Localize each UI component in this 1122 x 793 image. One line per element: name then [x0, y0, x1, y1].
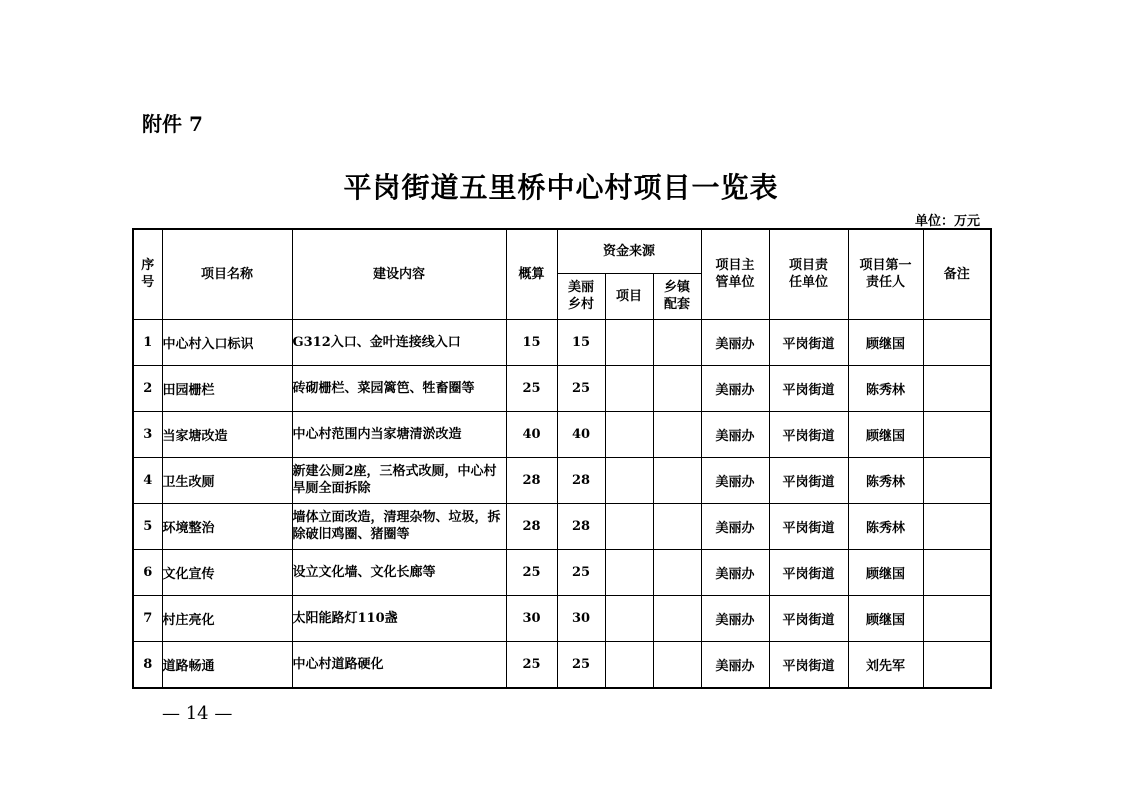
cell-remark: [923, 319, 991, 365]
header-budget: 概算: [506, 229, 557, 319]
cell-remark: [923, 641, 991, 688]
cell-seq: 4: [133, 457, 162, 503]
cell-fund-xiangzhen: [653, 641, 701, 688]
cell-fund-meili: 25: [557, 641, 605, 688]
header-resp-unit: 项目责 任单位: [769, 229, 848, 319]
cell-resp-person: 陈秀林: [848, 365, 923, 411]
cell-content: 砖砌栅栏、菜园篱笆、牲畜圈等: [292, 365, 506, 411]
cell-fund-xiangmu: [605, 503, 653, 549]
cell-seq: 1: [133, 319, 162, 365]
cell-budget: 25: [506, 641, 557, 688]
cell-dept: 美丽办: [701, 365, 769, 411]
cell-seq: 8: [133, 641, 162, 688]
cell-seq: 7: [133, 595, 162, 641]
cell-remark: [923, 595, 991, 641]
cell-content: 中心村道路硬化: [292, 641, 506, 688]
cell-fund-meili: 28: [557, 503, 605, 549]
cell-budget: 40: [506, 411, 557, 457]
cell-resp-person: 刘先军: [848, 641, 923, 688]
header-remark: 备注: [923, 229, 991, 319]
cell-budget: 25: [506, 549, 557, 595]
cell-budget: 28: [506, 503, 557, 549]
cell-fund-xiangzhen: [653, 549, 701, 595]
cell-fund-xiangmu: [605, 595, 653, 641]
cell-name: 卫生改厕: [162, 457, 292, 503]
cell-fund-xiangzhen: [653, 503, 701, 549]
cell-dept: 美丽办: [701, 503, 769, 549]
cell-seq: 3: [133, 411, 162, 457]
cell-dept: 美丽办: [701, 319, 769, 365]
cell-budget: 15: [506, 319, 557, 365]
cell-resp-unit: 平岗街道: [769, 549, 848, 595]
cell-dept: 美丽办: [701, 549, 769, 595]
cell-resp-person: 顾继国: [848, 549, 923, 595]
table-row: [133, 457, 991, 503]
cell-fund-xiangzhen: [653, 457, 701, 503]
table-row: [133, 411, 991, 457]
cell-resp-unit: 平岗街道: [769, 641, 848, 688]
header-dept: 项目主 管单位: [701, 229, 769, 319]
header-fund-xiangmu: 项目: [605, 273, 653, 319]
cell-content: G312入口、金叶连接线入口: [292, 319, 506, 365]
cell-name: 道路畅通: [162, 641, 292, 688]
cell-remark: [923, 365, 991, 411]
cell-seq: 2: [133, 365, 162, 411]
cell-seq: 6: [133, 549, 162, 595]
header-content: 建设内容: [292, 229, 506, 319]
cell-resp-unit: 平岗街道: [769, 411, 848, 457]
cell-seq: 5: [133, 503, 162, 549]
cell-resp-person: 顾继国: [848, 595, 923, 641]
cell-fund-meili: 30: [557, 595, 605, 641]
cell-budget: 28: [506, 457, 557, 503]
cell-dept: 美丽办: [701, 411, 769, 457]
cell-remark: [923, 503, 991, 549]
cell-remark: [923, 549, 991, 595]
cell-fund-xiangmu: [605, 641, 653, 688]
project-table: [132, 228, 992, 689]
table-row: [133, 503, 991, 549]
table-row: [133, 595, 991, 641]
header-seq: 序 号: [133, 229, 162, 319]
cell-fund-xiangmu: [605, 319, 653, 365]
cell-content: 太阳能路灯110盏: [292, 595, 506, 641]
cell-fund-xiangzhen: [653, 319, 701, 365]
cell-fund-xiangmu: [605, 457, 653, 503]
cell-name: 环境整治: [162, 503, 292, 549]
header-name: 项目名称: [162, 229, 292, 319]
page-number: — 14 —: [162, 703, 233, 724]
header-resp-person: 项目第一 责任人: [848, 229, 923, 319]
table-row: [133, 549, 991, 595]
cell-dept: 美丽办: [701, 457, 769, 503]
cell-fund-meili: 25: [557, 365, 605, 411]
cell-resp-unit: 平岗街道: [769, 595, 848, 641]
cell-fund-xiangzhen: [653, 411, 701, 457]
cell-fund-meili: 40: [557, 411, 605, 457]
cell-remark: [923, 411, 991, 457]
cell-budget: 25: [506, 365, 557, 411]
cell-fund-xiangmu: [605, 365, 653, 411]
cell-content: 新建公厕2座，三格式改厕，中心村旱厕全面拆除: [292, 457, 506, 503]
cell-resp-unit: 平岗街道: [769, 457, 848, 503]
table-row: [133, 319, 991, 365]
cell-dept: 美丽办: [701, 641, 769, 688]
cell-fund-xiangmu: [605, 549, 653, 595]
cell-dept: 美丽办: [701, 595, 769, 641]
header-fund-meili: 美丽 乡村: [557, 273, 605, 319]
unit-label: 单位：万元: [914, 214, 980, 229]
cell-resp-person: 顾继国: [848, 411, 923, 457]
cell-resp-unit: 平岗街道: [769, 319, 848, 365]
cell-name: 当家塘改造: [162, 411, 292, 457]
cell-fund-xiangmu: [605, 411, 653, 457]
cell-fund-meili: 15: [557, 319, 605, 365]
cell-resp-unit: 平岗街道: [769, 365, 848, 411]
cell-fund-xiangzhen: [653, 595, 701, 641]
cell-remark: [923, 457, 991, 503]
cell-budget: 30: [506, 595, 557, 641]
cell-resp-unit: 平岗街道: [769, 503, 848, 549]
cell-resp-person: 顾继国: [848, 319, 923, 365]
attachment-label: 附件 7: [142, 112, 203, 136]
header-funding: 资金来源: [557, 229, 701, 273]
cell-resp-person: 陈秀林: [848, 457, 923, 503]
table-row: [133, 365, 991, 411]
cell-fund-meili: 25: [557, 549, 605, 595]
table-row: [133, 641, 991, 688]
cell-content: 墙体立面改造，清理杂物、垃圾，拆除破旧鸡圈、猪圈等: [292, 503, 506, 549]
header-fund-xiangzhen: 乡镇 配套: [653, 273, 701, 319]
cell-resp-person: 陈秀林: [848, 503, 923, 549]
cell-content: 中心村范围内当家塘清淤改造: [292, 411, 506, 457]
cell-name: 文化宣传: [162, 549, 292, 595]
cell-fund-meili: 28: [557, 457, 605, 503]
cell-fund-xiangzhen: [653, 365, 701, 411]
cell-name: 村庄亮化: [162, 595, 292, 641]
cell-name: 田园栅栏: [162, 365, 292, 411]
cell-name: 中心村入口标识: [162, 319, 292, 365]
cell-content: 设立文化墙、文化长廊等: [292, 549, 506, 595]
page-title: 平岗街道五里桥中心村项目一览表: [343, 171, 779, 204]
